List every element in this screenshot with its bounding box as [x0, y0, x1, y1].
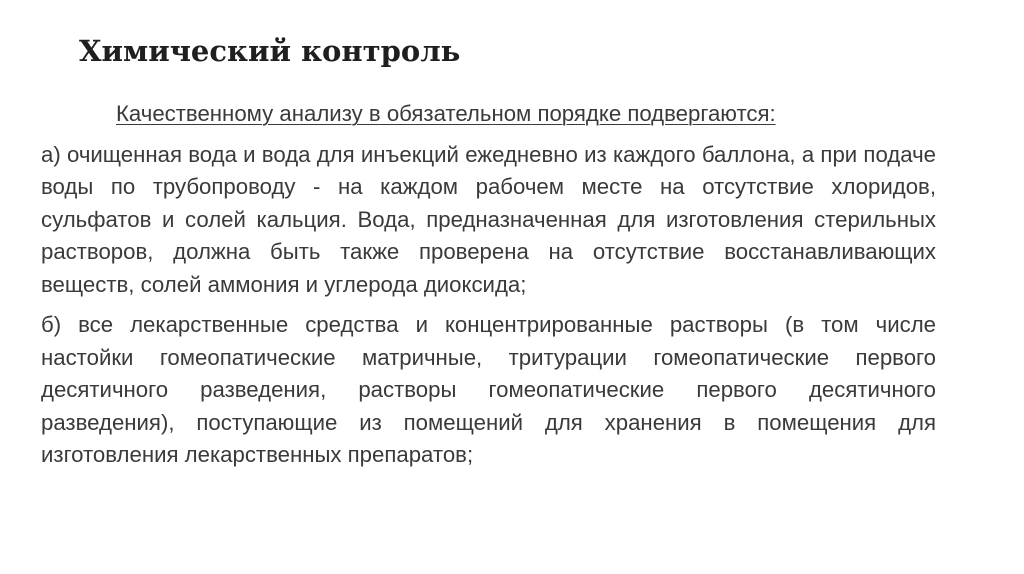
- intro-paragraph: Качественному анализу в обязательном порядке подвергаются:: [116, 101, 776, 126]
- slide-title: Химический контроль: [79, 34, 461, 68]
- list-item-b: б) все лекарственные средства и концентрированные растворы (в том числе настойки гомеопатические матричные, тритурации гомеопатические первого десятичного разведения, растворы гомеопатические первого десятичного разведения), поступающие из помещений для хранения в помещения для изготовления лекарственных препаратов;: [41, 312, 936, 467]
- list-item-a: а) очищенная вода и вода для инъекций ежедневно из каждого баллона, а при подаче воды по трубопроводу - на каждом рабочем месте на отсутствие хлоридов, сульфатов и солей кальция. Вода, предназначенная для изготовления стерильных растворов, должна быть также проверена на отсутствие восстанавливающих веществ, солей аммония и углерода диоксида;: [41, 141, 936, 297]
- slide-body: [41, 98, 936, 472]
